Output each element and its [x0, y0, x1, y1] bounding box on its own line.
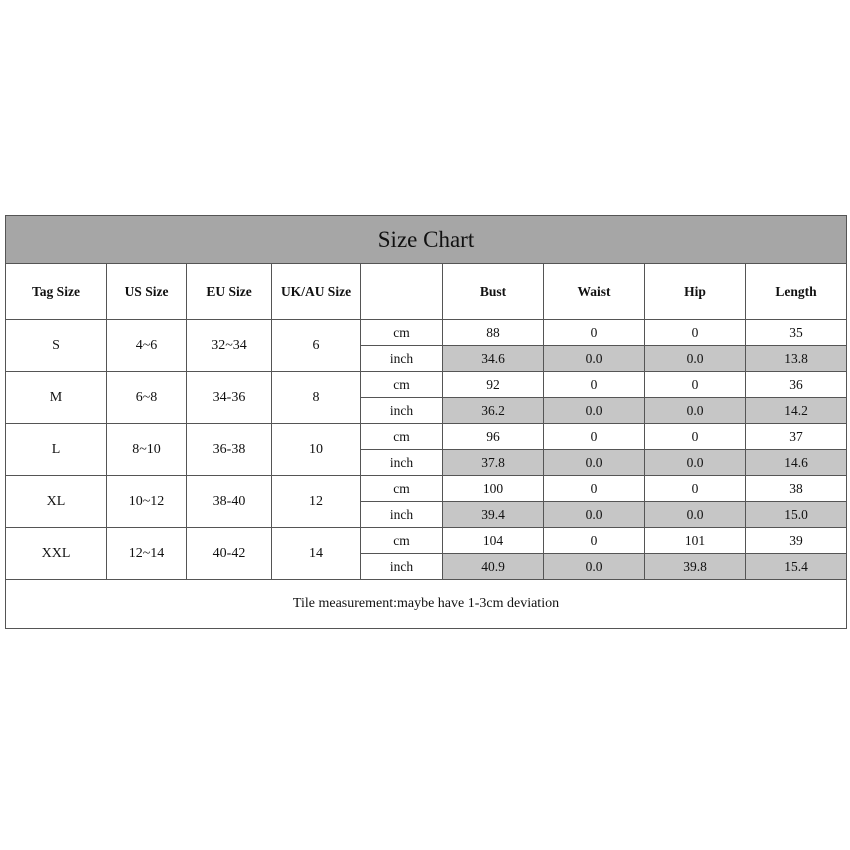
header-length: Length [746, 264, 847, 320]
bust-cell: 39.4 [443, 502, 544, 528]
waist-cell: 0 [544, 320, 645, 346]
bust-cell: 34.6 [443, 346, 544, 372]
header-hip: Hip [645, 264, 746, 320]
length-cell: 35 [746, 320, 847, 346]
waist-cell: 0.0 [544, 398, 645, 424]
hip-cell: 0.0 [645, 450, 746, 476]
bust-cell: 36.2 [443, 398, 544, 424]
waist-cell: 0 [544, 476, 645, 502]
length-cell: 14.2 [746, 398, 847, 424]
tag-size-cell: XXL [6, 528, 107, 580]
waist-cell: 0.0 [544, 554, 645, 580]
us-size-cell: 6~8 [107, 372, 187, 424]
table-row [6, 320, 847, 346]
header-uk-au-size: UK/AU Size [272, 264, 361, 320]
uk-size-cell: 12 [272, 476, 361, 528]
chart-title: Size Chart [6, 216, 847, 264]
header-unit [361, 264, 443, 320]
waist-cell: 0 [544, 424, 645, 450]
hip-cell: 0.0 [645, 502, 746, 528]
length-cell: 37 [746, 424, 847, 450]
header-waist: Waist [544, 264, 645, 320]
unit-cell: inch [361, 450, 443, 476]
table-row [6, 476, 847, 502]
bust-cell: 88 [443, 320, 544, 346]
waist-cell: 0.0 [544, 450, 645, 476]
hip-cell: 0 [645, 320, 746, 346]
unit-cell: inch [361, 346, 443, 372]
us-size-cell: 10~12 [107, 476, 187, 528]
tag-size-cell: S [6, 320, 107, 372]
tag-size-cell: L [6, 424, 107, 476]
hip-cell: 39.8 [645, 554, 746, 580]
bust-cell: 96 [443, 424, 544, 450]
us-size-cell: 4~6 [107, 320, 187, 372]
unit-cell: inch [361, 398, 443, 424]
waist-cell: 0.0 [544, 502, 645, 528]
tag-size-cell: XL [6, 476, 107, 528]
hip-cell: 0 [645, 372, 746, 398]
uk-size-cell: 6 [272, 320, 361, 372]
size-chart [5, 215, 846, 633]
unit-cell: inch [361, 502, 443, 528]
bust-cell: 104 [443, 528, 544, 554]
waist-cell: 0 [544, 528, 645, 554]
table-row [6, 372, 847, 398]
unit-cell: cm [361, 528, 443, 554]
waist-cell: 0.0 [544, 346, 645, 372]
bust-cell: 40.9 [443, 554, 544, 580]
table-row [6, 528, 847, 554]
uk-size-cell: 8 [272, 372, 361, 424]
length-cell: 15.4 [746, 554, 847, 580]
header-eu-size: EU Size [187, 264, 272, 320]
header-bust: Bust [443, 264, 544, 320]
eu-size-cell: 32~34 [187, 320, 272, 372]
waist-cell: 0 [544, 372, 645, 398]
eu-size-cell: 38-40 [187, 476, 272, 528]
eu-size-cell: 34-36 [187, 372, 272, 424]
table-row [6, 424, 847, 450]
unit-cell: cm [361, 476, 443, 502]
unit-cell: cm [361, 372, 443, 398]
length-cell: 15.0 [746, 502, 847, 528]
hip-cell: 0.0 [645, 346, 746, 372]
size-chart-table [5, 215, 847, 629]
eu-size-cell: 40-42 [187, 528, 272, 580]
hip-cell: 0 [645, 424, 746, 450]
header-tag-size: Tag Size [6, 264, 107, 320]
header-us-size: US Size [107, 264, 187, 320]
hip-cell: 0.0 [645, 398, 746, 424]
uk-size-cell: 14 [272, 528, 361, 580]
length-cell: 36 [746, 372, 847, 398]
unit-cell: cm [361, 320, 443, 346]
hip-cell: 101 [645, 528, 746, 554]
eu-size-cell: 36-38 [187, 424, 272, 476]
us-size-cell: 8~10 [107, 424, 187, 476]
bust-cell: 37.8 [443, 450, 544, 476]
measurement-note: Tile measurement:maybe have 1-3cm deviation [6, 580, 847, 629]
tag-size-cell: M [6, 372, 107, 424]
bust-cell: 100 [443, 476, 544, 502]
uk-size-cell: 10 [272, 424, 361, 476]
unit-cell: inch [361, 554, 443, 580]
length-cell: 39 [746, 528, 847, 554]
hip-cell: 0 [645, 476, 746, 502]
length-cell: 38 [746, 476, 847, 502]
bust-cell: 92 [443, 372, 544, 398]
us-size-cell: 12~14 [107, 528, 187, 580]
length-cell: 14.6 [746, 450, 847, 476]
header-row [6, 264, 847, 320]
length-cell: 13.8 [746, 346, 847, 372]
unit-cell: cm [361, 424, 443, 450]
